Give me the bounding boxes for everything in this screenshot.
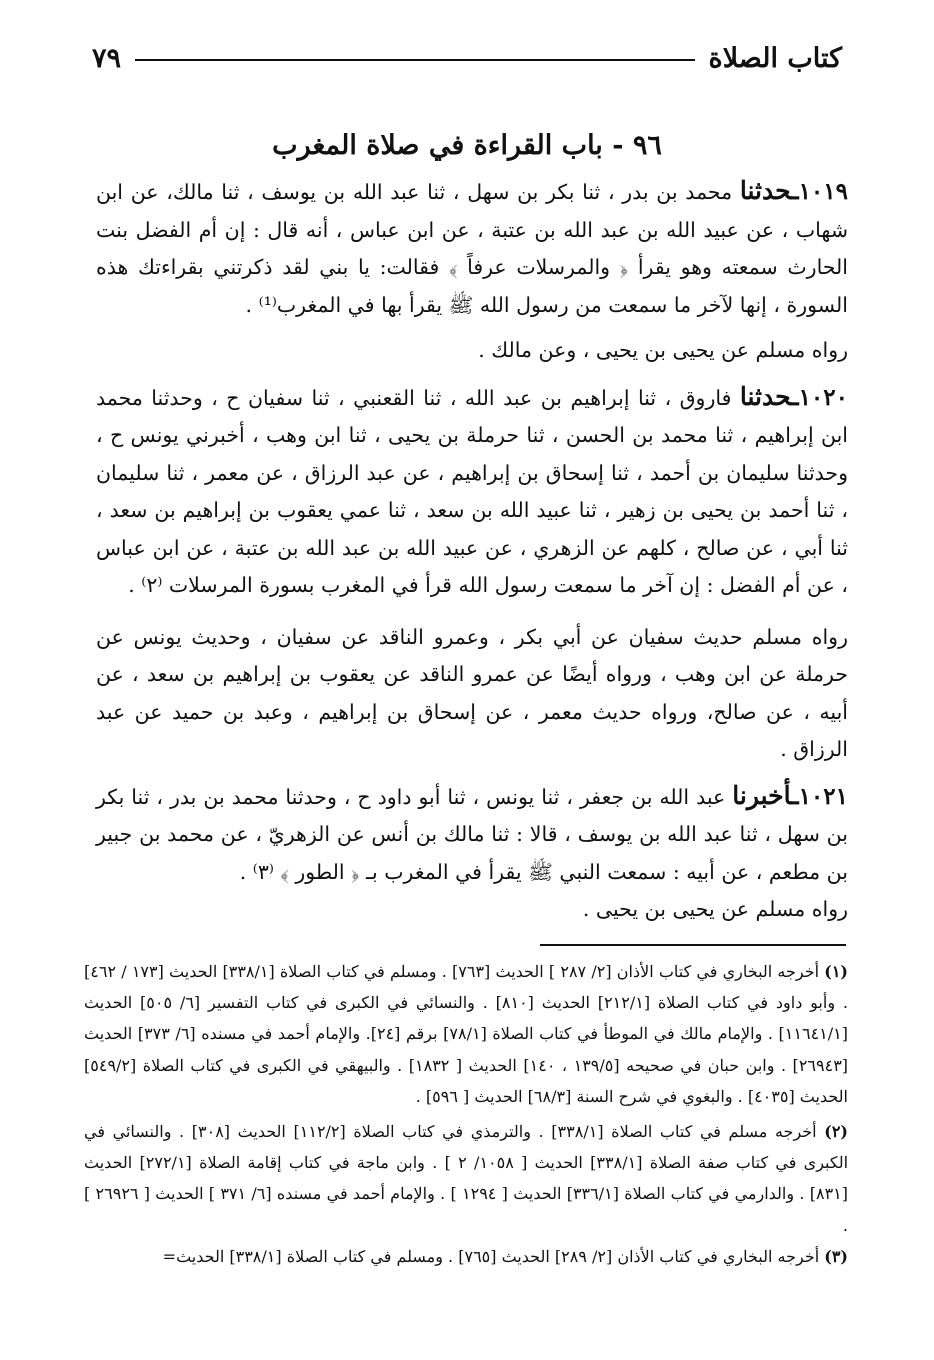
hadith-number: ١٠٢١ bbox=[798, 782, 848, 810]
main-text bbox=[96, 172, 848, 929]
page-header bbox=[92, 36, 842, 80]
hadith-1020: ١٠٢٠ـحدثنا فاروق ، ثنا إبراهيم بن عبد الله ، ثنا القعنبي ، ثنا سفيان ح ، وحدثنا محمد ابن إبراهيم ، ثنا محمد بن الحسن ، ثنا حرملة بن يحيى ، ثنا ابن وهب ، أخبرني يونس ح ، وحدثنا سليمان بن أحمد ، ثنا إسحاق بن إبراهيم ، عن عبد الرزاق ، عن معمر ، ثنا سليمان ، ثنا أحمد بن يحيى بن زهير ، ثنا عبيد الله بن سعد ، ثنا عمي يعقوب بن إبراهيم بن سعد ، ثنا أبي ، عن صالح ، كلهم عن الزهري ، عن عبيد الله بن عبد الله بن عتبة ، عن ابن عباس ، عن أم الفضل : إن آخر ما سمعت رسول الله قرأ في المغرب بسورة المرسلات ⁽٢⁾ . bbox=[96, 381, 848, 597]
hadith-text: محمد بن بدر ، ثنا بكر بن سهل ، ثنا عبد الله بن يوسف ، ثنا مالك، عن ابن شهاب ، عن عبيد الله بن عبد الله بن عتبة ، عن ابن عباس ، أنه قال : إن أم الفضل بنت الحارث سمعته وهو يقرأ ﴿ والمرسلات عرفاً ﴾ فقالت: يا بني لقد ذكرتني بقراءتك هذه السورة ، إنها لآخر ما سمعت من رسول الله ﷺ يقرأ بها في المغرب⁽¹⁾ . bbox=[96, 180, 848, 317]
page-number: ٧٩ bbox=[92, 42, 122, 74]
footnote-marker: (٢) bbox=[824, 1122, 848, 1142]
header-rule bbox=[135, 59, 695, 61]
riwaya-1021: رواه مسلم عن يحيى بن يحيى . bbox=[582, 897, 848, 921]
narration-formula: حدثنا bbox=[739, 381, 792, 411]
hadith-text: فاروق ، ثنا إبراهيم بن عبد الله ، ثنا القعنبي ، ثنا سفيان ح ، وحدثنا محمد ابن إبراهيم ، ثنا محمد بن الحسن ، ثنا حرملة بن يحيى ، ثنا ابن وهب ، أخبرني يونس ح ، وحدثنا سليمان بن أحمد ، ثنا إسحاق بن إبراهيم ، عن عبد الرزاق ، عن معمر ، ثنا سليمان ، ثنا أحمد بن يحيى بن زهير ، ثنا عبيد الله بن سعد ، ثنا عمي يعقوب بن إبراهيم بن سعد ، ثنا أبي ، عن صالح ، كلهم عن الزهري ، عن عبيد الله بن عبد الله بن عتبة ، عن ابن عباس ، عن أم الفضل : إن آخر ما سمعت رسول الله قرأ في المغرب بسورة المرسلات ⁽٢⁾ . bbox=[96, 385, 848, 597]
footnote-text: أخرجه البخاري في كتاب الأذان [٢/ ٢٨٧ ] الحديث [٧٦٣] . ومسلم في كتاب الصلاة [٣٣٨/١] الحديث [١٧٣ / ٤٦٢] . وأبو داود في كتاب الصلاة [٢١٢/١] الحديث [٨١٠] . والنسائي في الكبرى في كتاب التفسير [٦/ ٥٠٥] الحديث [١١٦٤١/١] . والإمام مالك في الموطأ في كتاب الصلاة [٧٨/١] برقم [٢٤]. والإمام أحمد في مسنده [٦/ ٣٧٣] الحديث [٢٦٩٤٣] . وابن حبان في صحيحه [١٣٩/٥ ، ١٤٠] الحديث [ ١٨٣٢] . والبيهقي في الكبرى في كتاب الصلاة [٥٤٩/٢] الحديث [٤٠٣٥] . والبغوي في شرح السنة [٦٨/٣] الحديث [ ٥٩٦] . bbox=[84, 962, 849, 1106]
hadith-text: عبد الله بن جعفر ، ثنا يونس ، ثنا أبو داود ح ، وحدثنا محمد بن بدر ، ثنا بكر بن سهل ، ثنا عبد الله بن يوسف ، قالا : ثنا مالك بن أنس عن الزهريّ ، عن محمد بن جبير بن مطعم ، عن أبيه : سمعت النبي ﷺ يقرأ في المغرب بـ ﴿ الطور ﴾ ⁽٣⁾ . bbox=[96, 784, 848, 884]
narration-formula: أخبرنا bbox=[732, 780, 792, 810]
footnote-marker: (١) bbox=[824, 962, 848, 981]
hadith-1021: ١٠٢١ـأخبرنا عبد الله بن جعفر ، ثنا يونس ، ثنا أبو داود ح ، وحدثنا محمد بن بدر ، ثنا بكر بن سهل ، ثنا عبد الله بن يوسف ، قالا : ثنا مالك بن أنس عن الزهريّ ، عن محمد بن جبير بن مطعم ، عن أبيه : سمعت النبي ﷺ يقرأ في المغرب بـ ﴿ الطور ﴾ ⁽٣⁾ . bbox=[96, 780, 848, 884]
running-head: كتاب الصلاة bbox=[708, 42, 842, 74]
chapter-title: ٩٦ - باب القراءة في صلاة المغرب bbox=[272, 130, 662, 161]
footnote-1 bbox=[84, 956, 848, 1112]
footnote-text: أخرجه مسلم في كتاب الصلاة [٣٣٨/١] . والترمذي في كتاب الصلاة [١١٢/٢] الحديث [٣٠٨] . والنسائي في الكبرى في كتاب صفة الصلاة [٣٣٨/١] الحديث [ ١٠٥٨/ ٢ ] . وابن ماجة في كتاب إقامة الصلاة [٢٧٢/١] الحديث [٨٣١] . والدارمي في كتاب الصلاة [٣٣٦/١] الحديث [ ١٢٩٤ ] . والإمام أحمد في مسنده [٦/ ٣٧١ ] الحديث [ ٢٦٩٢٦ ] . bbox=[84, 1122, 849, 1235]
hadith-number: ١٠١٩ bbox=[798, 178, 848, 205]
footnote-separator bbox=[540, 944, 846, 946]
riwaya-1019: رواه مسلم عن يحيى بن يحيى ، وعن مالك . bbox=[478, 338, 848, 362]
hadith-number: ١٠٢٠ bbox=[798, 383, 848, 411]
footnote-marker: (٣) bbox=[824, 1246, 848, 1266]
footnotes bbox=[84, 956, 848, 1272]
riwaya-1020: رواه مسلم حديث سفيان عن أبي بكر ، وعمرو الناقد عن سفيان ، وحديث يونس عن حرملة عن ابن وهب ، ورواه أيضًا عن عمرو الناقد عن يعقوب بن إبراهيم بن سعد ، عن أبيه ، عن صالح، ورواه حديث معمر ، عن إسحاق بن إبراهيم ، وعبد بن حميد عن عبد الرزاق . bbox=[96, 624, 848, 761]
footnote-2 bbox=[84, 1116, 848, 1241]
narration-formula: حدثنا bbox=[739, 176, 792, 205]
footnote-3 bbox=[84, 1241, 848, 1272]
hadith-1019: ١٠١٩ـحدثنا محمد بن بدر ، ثنا بكر بن سهل ، ثنا عبد الله بن يوسف ، ثنا مالك، عن ابن شهاب ، عن عبيد الله بن عبد الله بن عتبة ، عن ابن عباس ، أنه قال : إن أم الفضل بنت الحارث سمعته وهو يقرأ ﴿ والمرسلات عرفاً ﴾ فقالت: يا بني لقد ذكرتني بقراءتك هذه السورة ، إنها لآخر ما سمعت من رسول الله ﷺ يقرأ بها في المغرب⁽¹⁾ . bbox=[96, 176, 848, 317]
footnote-text: أخرجه البخاري في كتاب الأذان [٢/ ٢٨٩] الحديث [٧٦٥] . ومسلم في كتاب الصلاة [٣٣٨/١] الحديث= bbox=[162, 1246, 820, 1266]
